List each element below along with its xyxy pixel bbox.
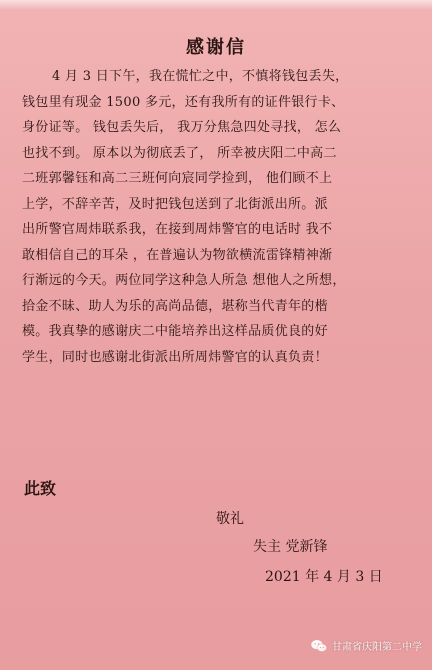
letter-line: 上学，不辞辛苦，及时把钱包送到了北街派出所。派 — [22, 196, 328, 212]
signer-name: 失主 党新锋 — [253, 539, 328, 555]
watermark — [310, 638, 422, 653]
letter-line: 敢相信自己的耳朵 ，在普遍认为物欲横流雷锋精神渐 — [22, 247, 333, 263]
letter-date: 2021 年 4 月 3 日 — [265, 569, 383, 585]
letter-line: 身份证等。 钱包丢失后， 我万分焦急四处寻找， 怎么 — [22, 120, 342, 135]
letter-line: 模。我真挚的感谢庆二中能培养出这样品质优良的好 — [22, 324, 328, 339]
wechat-icon — [310, 639, 328, 653]
salute-text: 敬礼 — [216, 511, 244, 527]
letter-line: 拾金不昧、助人为乐的高尚品德，堪称当代青年的楷 — [22, 298, 328, 314]
watermark-text: 甘肃省庆阳第二中学 — [332, 642, 422, 653]
letter-line: 二班郭馨钰和高二三班何向宸同学捡到， 他们顾不上 — [22, 171, 333, 186]
closing-text: 此致 — [24, 479, 57, 498]
letter-title: 感谢信 — [186, 37, 246, 58]
letter-line: 行渐远的今天。两位同学这种急人所急 想他人之所想， — [22, 273, 346, 288]
letter-line: 学生，同时也感谢北街派出所周炜警官的认真负责！ — [22, 349, 328, 365]
letter-body — [22, 64, 418, 370]
letter-line: 也找不到。 原本以为彻底丢了， 所幸被庆阳二中高二 — [22, 145, 337, 161]
letter-line: 4 月 3 日下午，我在慌忙之中，不慎将钱包丢失， — [52, 69, 349, 84]
letter-line: 出所警官周炜联系我，在接到周炜警官的电话时 我不 — [22, 222, 333, 237]
letter-line: 钱包里有现金 1500 多元，还有我所有的证件银行卡、 — [22, 94, 345, 110]
